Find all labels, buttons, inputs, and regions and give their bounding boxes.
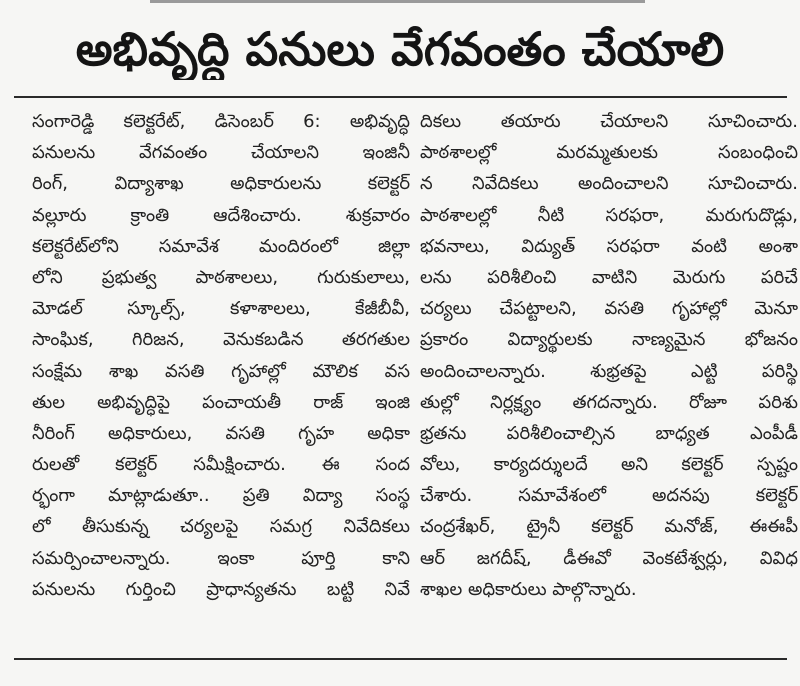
article-line: వల్లూరు క్రాంతి ఆదేశించారు. శుక్రవారం: [32, 204, 410, 226]
article-line: ప్రకారం విద్యార్థులకు నాణ్యమైన భోజనం: [420, 329, 798, 351]
bottom-divider: [14, 658, 787, 660]
article-line: అందించాలన్నారు. శుభ్రతపై ఎట్టి పరిస్థి: [420, 360, 798, 382]
article-line: చర్యలు చేపట్టాలని, వసతి గృహాల్లో మెనూ: [420, 298, 798, 320]
article-line: లను పరిశీలించి వాటిని మెరుగు పరిచే: [420, 266, 798, 288]
article-line: పనులను వేగవంతం చేయాలని ఇంజినీ: [32, 142, 410, 164]
article-line: ర్భంగా మాట్లాడుతూ.. ప్రతి విద్యా సంస్థ: [32, 485, 410, 507]
article-line: రింగ్, విద్యాశాఖ అధికారులను కలెక్టర్: [32, 173, 410, 195]
article-line: నీరింగ్ అధికారులు, వసతి గృహ అధికా: [32, 422, 410, 444]
article-line: చేశారు. సమావేశంలో అదనపు కలెక్టర్: [420, 485, 798, 507]
article-line: పాఠశాలల్లో మరమ్మతులకు సంబంధించి: [420, 142, 798, 164]
article-line: పనులను గుర్తించి ప్రాధాన్యతను బట్టి నివే: [32, 578, 410, 600]
article-column-left: [32, 106, 410, 605]
top-divider: [150, 0, 645, 3]
article-line: లో తీసుకున్న చర్యలపై సమగ్ర నివేదికలు: [32, 516, 410, 538]
article-line: సంక్షేమ శాఖ వసతి గృహాల్లో మౌలిక వస: [32, 360, 410, 382]
article-line: న నివేదికలు అందించాలని సూచించారు.: [420, 173, 798, 195]
article-line: సమర్పించాలన్నారు. ఇంకా పూర్తి కాని: [32, 547, 410, 569]
article-line: వోలు, కార్యదర్శులదే అని కలెక్టర్ స్పష్టం: [420, 454, 798, 476]
article-line: మోడల్ స్కూల్స్, కళాశాలలు, కేజీబీవీ,: [32, 298, 410, 320]
article-line: తుల అభివృద్ధిపై పంచాయతీ రాజ్ ఇంజి: [32, 391, 410, 413]
article-line: తుల్లో నిర్లక్ష్యం తగదన్నారు. రోజూ పరిశు: [420, 391, 798, 413]
article-line: సంగారెడ్డి కలెక్టరేట్, డిసెంబర్ 6: అభివృద్ధి: [32, 111, 410, 132]
article-line: లోని ప్రభుత్వ పాఠశాలలు, గురుకులాలు,: [32, 266, 410, 288]
article-column-right: [420, 106, 798, 605]
article-line: కలెక్టరేట్‌లోని సమావేశ మందిరంలో జిల్లా: [32, 235, 410, 257]
headline-divider: [14, 96, 787, 98]
article-headline: అభివృద్ధి పనులు వేగవంతం చేయాలి: [75, 22, 725, 76]
article-line: శాఖల అధికారులు పాల్గొన్నారు.: [420, 578, 637, 600]
article-line: దికలు తయారు చేయాలని సూచించారు.: [420, 111, 798, 132]
article-line: చంద్రశేఖర్, ట్రైనీ కలెక్టర్ మనోజ్, ఈఈపీ: [420, 516, 798, 538]
article-line: రులతో కలెక్టర్ సమీక్షించారు. ఈ సంద: [32, 454, 410, 476]
article-line: సాంఘిక, గిరిజన, వెనుకబడిన తరగతుల: [32, 329, 410, 351]
article-line: భవనాలు, విద్యుత్ సరఫరా వంటి అంశా: [420, 235, 798, 257]
article-line: పాఠశాలల్లో నీటి సరఫరా, మరుగుదొడ్లు,: [420, 204, 798, 226]
article-line: ఆర్ జగదీష్, డీఈవో వెంకటేశ్వర్లు, వివిధ: [420, 547, 798, 569]
article-line: భ్రతను పరిశీలించాల్సిన బాధ్యత ఎంపీడీ: [420, 422, 798, 444]
